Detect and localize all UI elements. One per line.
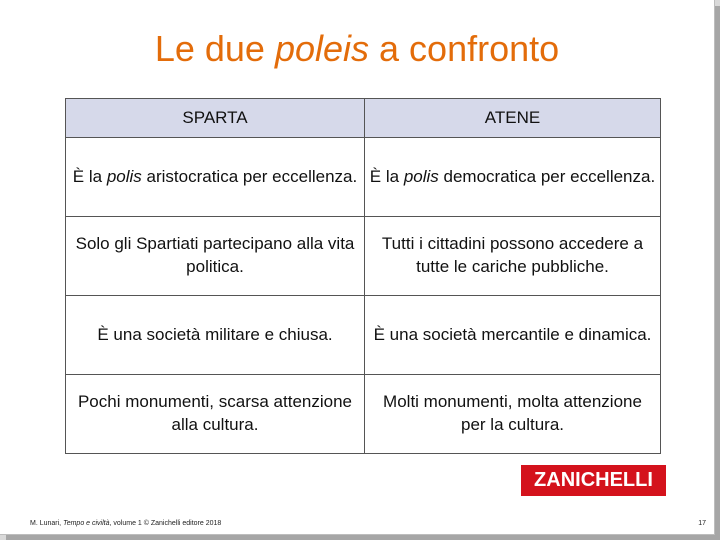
footer-book-title: Tempo e civiltà <box>63 520 110 527</box>
cell-text: È una società militare e chiusa. <box>97 324 333 344</box>
table-header-row <box>66 99 661 138</box>
cell-text: È una società mercantile e dinamica. <box>373 324 652 344</box>
cell-text: aristocratica per eccellenza. <box>141 166 358 186</box>
cell-text: Molti monumenti, molta attenzione per la cultura. <box>383 392 642 434</box>
footer-text: , volume 1 © Zanichelli editore 2018 <box>109 520 222 527</box>
title-after: a confronto <box>369 28 560 69</box>
page-number: 17 <box>698 520 706 527</box>
cell-text: Pochi monumenti, scarsa attenzione alla cultura. <box>77 392 353 434</box>
cell-atene <box>365 375 661 454</box>
cell-text: È la <box>72 166 107 186</box>
cell-text-italic: polis <box>106 166 142 186</box>
table-row <box>66 296 661 375</box>
header-atene: ATENE <box>365 99 661 138</box>
cell-sparta <box>66 138 365 217</box>
comparison-table <box>65 98 661 454</box>
cell-sparta <box>66 375 365 454</box>
cell-atene <box>365 296 661 375</box>
table-row <box>66 217 661 296</box>
zanichelli-logo: ZANICHELLI <box>521 465 666 496</box>
title-before: Le due <box>154 28 275 69</box>
cell-atene <box>365 217 661 296</box>
cell-text: Tutti i cittadini possono accedere a tutte le cariche pubbliche. <box>381 234 644 276</box>
footer-text: M. Lunari, <box>30 520 64 527</box>
cell-text: democratica per eccellenza. <box>438 166 656 186</box>
cell-sparta <box>66 296 365 375</box>
cell-text: È la <box>369 166 404 186</box>
title-italic: poleis <box>274 28 370 69</box>
table-row <box>66 375 661 454</box>
cell-text-italic: polis <box>403 166 439 186</box>
cell-sparta <box>66 217 365 296</box>
cell-text: Solo gli Spartiati partecipano alla vita politica. <box>75 234 355 276</box>
slide-title <box>0 28 714 70</box>
header-sparta: SPARTA <box>66 99 365 138</box>
table-row <box>66 138 661 217</box>
cell-atene <box>365 138 661 217</box>
footer-credit <box>30 520 221 527</box>
